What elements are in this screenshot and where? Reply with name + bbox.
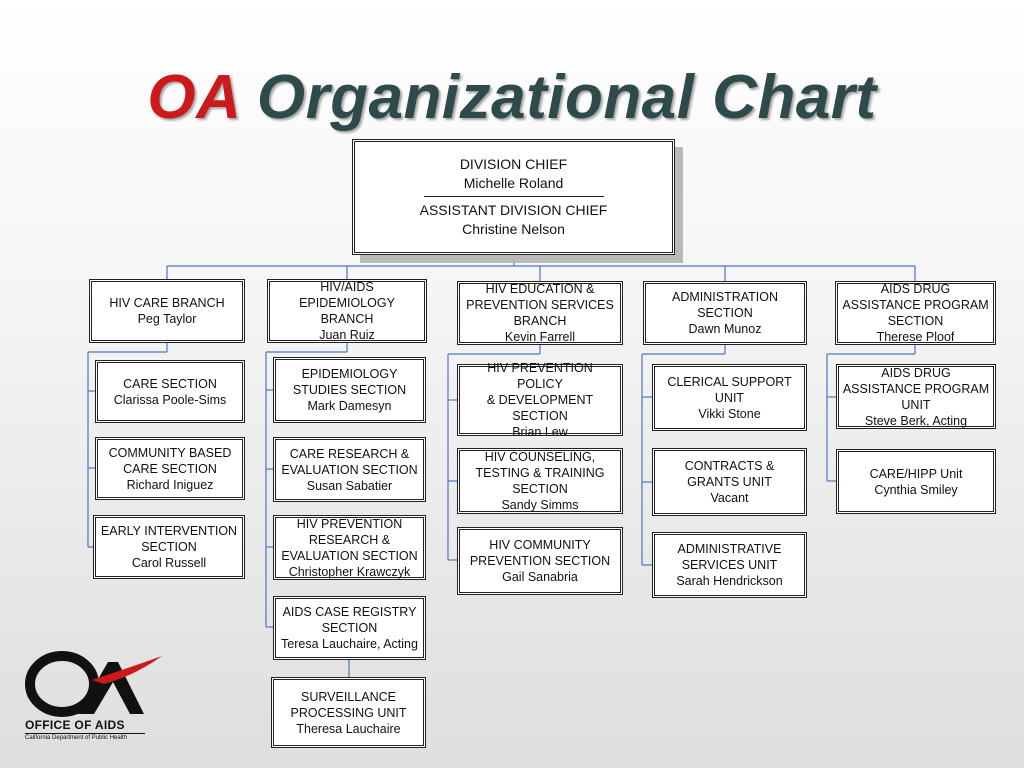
- box-line: Carol Russell: [131, 556, 207, 570]
- aids-drug-assistance-program-unit-box: [836, 364, 996, 429]
- box-line: HIV/AIDS: [320, 280, 374, 294]
- box-line: PREVENTION SERVICES: [466, 298, 614, 312]
- care-section-box: [95, 360, 245, 423]
- box-line: RESEARCH &: [308, 532, 391, 547]
- box-line: STUDIES SECTION: [292, 383, 407, 397]
- box-line: Sandy Simms: [501, 498, 579, 512]
- hiv-prevention-policy-section-box: [457, 361, 623, 439]
- title-prefix: OA: [147, 63, 240, 132]
- epidemiology-studies-section-box: [273, 357, 426, 423]
- box-line: Cynthia Smiley: [874, 482, 958, 497]
- box-line: & DEVELOPMENT: [486, 393, 594, 407]
- care-hipp-unit-box: [836, 449, 996, 514]
- box-line: EVALUATION SECTION: [281, 462, 418, 477]
- box-line: Richard Iniguez: [126, 477, 214, 492]
- box-line: COMMUNITY BASED: [108, 445, 232, 460]
- box-line: GRANTS UNIT: [687, 475, 772, 489]
- box-line: AIDS DRUG: [880, 282, 951, 296]
- division-chief-name: Michelle Roland: [463, 175, 564, 191]
- aids-case-registry-section-box: [273, 596, 426, 660]
- box-line: UNIT: [901, 397, 931, 412]
- box-line: ASSISTANCE PROGRAM: [842, 298, 989, 312]
- box-line: Susan Sabatier: [306, 478, 393, 493]
- box-line: UNIT: [714, 390, 745, 405]
- box-line: Clarissa Poole-Sims: [113, 392, 227, 407]
- box-line: SERVICES UNIT: [681, 558, 778, 572]
- administration-section-box: [643, 281, 807, 345]
- hiv-community-prevention-section-box: [457, 527, 623, 595]
- box-line: CARE/HIPP Unit: [869, 466, 963, 481]
- aids-drug-assistance-program-section-box: [835, 281, 996, 345]
- hiv-prevention-research-evaluation-section-box: [273, 515, 426, 580]
- box-line: HIV PREVENTION: [296, 516, 403, 531]
- hiv-care-branch-box: [89, 279, 245, 343]
- community-based-care-section-box: [95, 437, 245, 500]
- box-line: EVALUATION SECTION: [281, 548, 418, 563]
- box-line: EPIDEMIOLOGY: [299, 296, 395, 310]
- box-line: Christopher Krawczyk: [288, 564, 411, 579]
- box-line: CONTRACTS &: [684, 459, 775, 473]
- box-line: HIV COUNSELING,: [484, 450, 596, 464]
- box-line: AIDS DRUG: [881, 365, 951, 380]
- box-line: HIV COMMUNITY: [489, 538, 591, 552]
- box-line: EARLY INTERVENTION: [100, 524, 238, 538]
- assistant-chief-name: Christine Nelson: [462, 221, 565, 237]
- hiv-aids-epidemiology-branch-box: [267, 279, 427, 343]
- box-line: Mark Damesyn: [307, 399, 392, 413]
- box-line: SECTION: [512, 409, 568, 423]
- box-line: BRANCH: [320, 312, 374, 326]
- box-line: Sarah Hendrickson: [676, 574, 783, 588]
- clerical-support-unit-box: [652, 364, 807, 431]
- box-line: SURVEILLANCE: [301, 689, 396, 704]
- box-line: TESTING & TRAINING: [475, 466, 605, 480]
- box-line: SECTION: [887, 314, 944, 328]
- title-rest: Organizational Chart: [256, 63, 877, 132]
- box-line: ASSISTANCE PROGRAM: [842, 381, 990, 396]
- box-line: Therese Ploof: [876, 330, 955, 344]
- chief-divider: [424, 196, 604, 197]
- division-chief-box: [352, 139, 675, 255]
- hiv-counseling-testing-training-section-box: [457, 448, 623, 514]
- box-line: ADMINISTRATIVE: [677, 542, 782, 556]
- early-intervention-section-box: [93, 515, 245, 579]
- box-line: ADMINISTRATION: [671, 290, 779, 304]
- contracts-grants-unit-box: [652, 448, 807, 516]
- box-line: Peg Taylor: [137, 312, 197, 326]
- box-line: Vacant: [710, 491, 749, 505]
- logo-subtext: California Department of Public Health: [25, 733, 145, 741]
- box-line: CARE SECTION: [123, 376, 217, 391]
- box-line: Teresa Lauchaire, Acting: [281, 637, 418, 651]
- box-line: PROCESSING UNIT: [290, 705, 407, 720]
- logo-text: OFFICE OF AIDS: [25, 718, 125, 732]
- box-line: SECTION: [697, 306, 753, 320]
- box-line: AIDS CASE REGISTRY: [282, 605, 417, 619]
- assistant-chief-title: ASSISTANT DIVISION CHIEF: [419, 202, 608, 218]
- box-line: SECTION: [512, 482, 568, 496]
- box-line: Kevin Farrell: [504, 330, 576, 344]
- box-line: Steve Berk, Acting: [864, 413, 968, 428]
- box-line: CARE SECTION: [123, 461, 217, 476]
- box-line: EPIDEMIOLOGY: [301, 367, 398, 381]
- box-line: CARE RESEARCH &: [289, 446, 410, 461]
- box-line: Gail Sanabria: [502, 570, 578, 584]
- box-line: HIV PREVENTION POLICY: [487, 361, 593, 391]
- box-line: BRANCH: [513, 314, 567, 328]
- hiv-education-prevention-branch-box: [457, 281, 623, 345]
- box-line: Dawn Munoz: [688, 322, 762, 336]
- box-line: HIV CARE BRANCH: [109, 296, 225, 310]
- box-line: Vikki Stone: [698, 406, 761, 421]
- box-line: SECTION: [321, 621, 378, 635]
- box-line: HIV EDUCATION &: [485, 282, 595, 296]
- box-line: CLERICAL SUPPORT: [667, 374, 792, 389]
- administrative-services-unit-box: [652, 532, 807, 598]
- division-chief-title: DIVISION CHIEF: [459, 156, 568, 172]
- box-line: Juan Ruiz: [319, 328, 375, 342]
- box-line: Theresa Lauchaire: [296, 721, 401, 736]
- box-line: PREVENTION SECTION: [469, 554, 611, 568]
- surveillance-processing-unit-box: [271, 677, 426, 748]
- box-line: Brian Lew: [512, 425, 568, 439]
- care-research-evaluation-section-box: [273, 437, 426, 502]
- box-line: SECTION: [141, 540, 197, 554]
